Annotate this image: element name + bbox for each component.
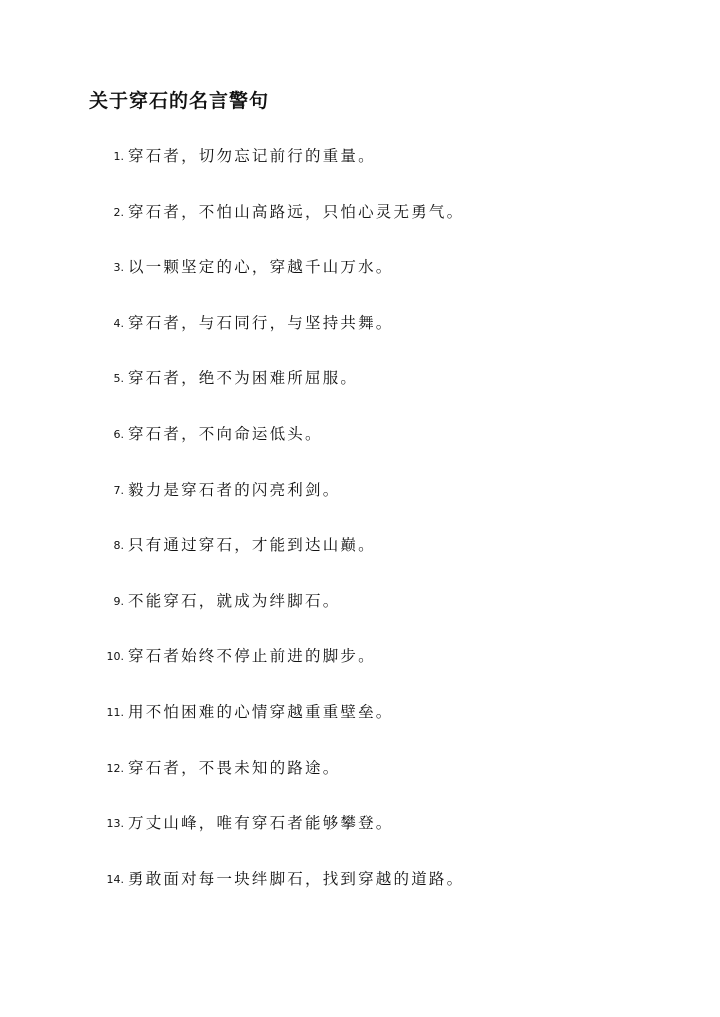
list-item <box>0 311 464 367</box>
list-item-number: 9. <box>113 594 124 608</box>
list-item-number: 1. <box>113 150 124 163</box>
list-item-number: 8. <box>113 539 124 553</box>
list-item <box>0 811 464 867</box>
list-item <box>0 478 464 534</box>
list-item <box>0 867 464 923</box>
list-item <box>0 756 464 812</box>
list-item <box>0 255 464 311</box>
list-item-text: 勇敢面对每一块绊脚石，找到穿越的道路。 <box>128 869 465 888</box>
list-item-text: 穿石者，与石同行，与坚持共舞。 <box>128 313 394 332</box>
list-item-text: 穿石者，不向命运低头。 <box>128 424 323 443</box>
list-item <box>0 589 464 645</box>
list-item-number: 13. <box>106 817 124 831</box>
list-item-text: 以一颗坚定的心，穿越千山万水。 <box>128 258 394 277</box>
list-item-text: 穿石者始终不停止前进的脚步。 <box>128 647 376 666</box>
list-item <box>0 533 464 589</box>
list-item-number: 10. <box>106 650 124 664</box>
page-title: 关于穿石的名言警句 <box>89 90 270 112</box>
quote-list <box>0 144 464 922</box>
list-item-text: 用不怕困难的心情穿越重重壁垒。 <box>128 702 394 721</box>
list-item-text: 穿石者，不怕山高路远，只怕心灵无勇气。 <box>128 202 465 221</box>
list-item-number: 4. <box>113 316 124 330</box>
list-item <box>0 144 464 200</box>
list-item <box>0 700 464 756</box>
list-item <box>0 366 464 422</box>
list-item-text: 毅力是穿石者的闪亮利剑。 <box>128 480 341 499</box>
list-item-text: 穿石者，切勿忘记前行的重量。 <box>128 147 376 165</box>
list-item-text: 万丈山峰，唯有穿石者能够攀登。 <box>128 814 394 833</box>
list-item-text: 不能穿石，就成为绊脚石。 <box>128 591 341 610</box>
list-item-text: 穿石者，不畏未知的路途。 <box>128 758 341 777</box>
list-item-number: 14. <box>106 872 124 886</box>
list-item-number: 12. <box>106 761 124 775</box>
list-item <box>0 422 464 478</box>
list-item-text: 只有通过穿石，才能到达山巅。 <box>128 536 376 555</box>
list-item-number: 5. <box>113 372 124 386</box>
list-item-number: 3. <box>113 261 124 275</box>
list-item-number: 6. <box>113 427 124 441</box>
list-item-number: 7. <box>113 483 124 497</box>
list-item-text: 穿石者，绝不为困难所屈服。 <box>128 369 359 388</box>
list-item-number: 11. <box>106 705 124 719</box>
list-item <box>0 644 464 700</box>
list-item-number: 2. <box>113 205 124 219</box>
list-item <box>0 200 464 256</box>
